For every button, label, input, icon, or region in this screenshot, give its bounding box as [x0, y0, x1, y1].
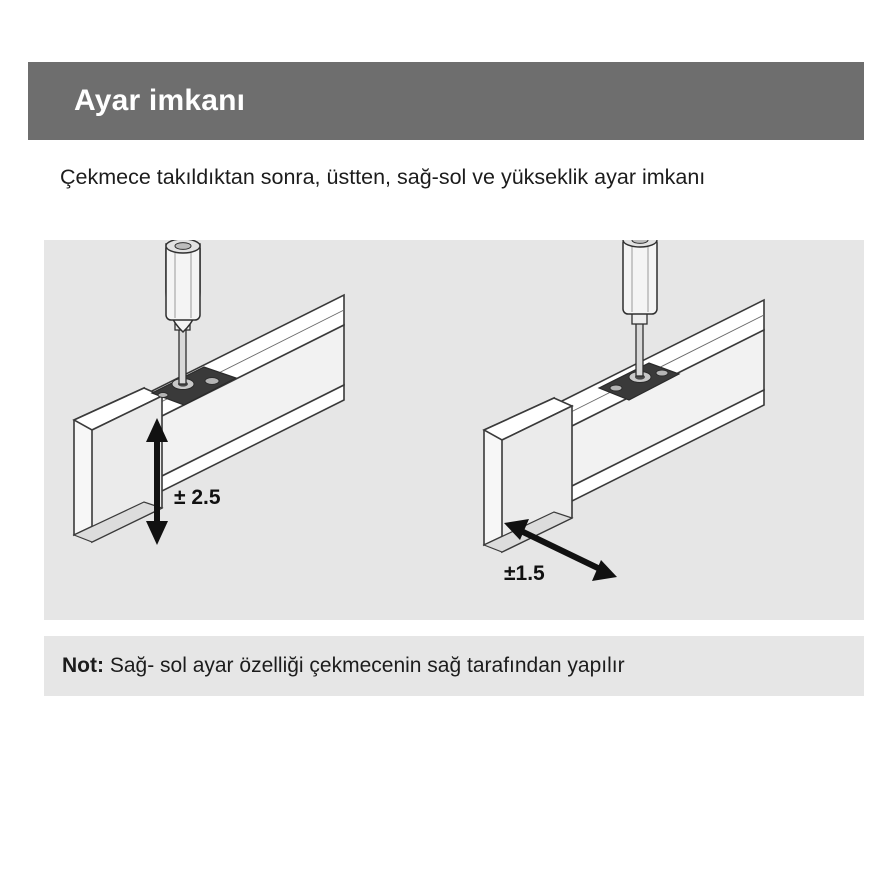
cabinet-panel-icon: [74, 388, 162, 542]
screwdriver-icon: [166, 240, 200, 384]
figure-panel: [44, 240, 864, 620]
height-adjustment-diagram: [44, 240, 444, 620]
note-text-wrapper: [62, 654, 625, 678]
note-band: [44, 636, 864, 696]
note-body: Sağ- sol ayar özelliği çekmecenin sağ tarafından yapılır: [109, 654, 625, 677]
note-label: Not:: [62, 654, 104, 677]
intro-text: Çekmece takıldıktan sonra, üstten, sağ-sol ve yükseklik ayar imkanı: [60, 165, 706, 189]
height-tolerance-label: ± 2.5: [174, 486, 221, 509]
header-band: [44, 62, 864, 140]
header-accent-bar: [28, 62, 44, 140]
page-title: Ayar imkanı: [74, 84, 246, 117]
drawer-rail-icon: [554, 300, 764, 510]
side-tolerance-label: ±1.5: [504, 562, 545, 585]
cabinet-panel-icon: [484, 398, 572, 552]
side-adjustment-diagram: [444, 240, 864, 620]
